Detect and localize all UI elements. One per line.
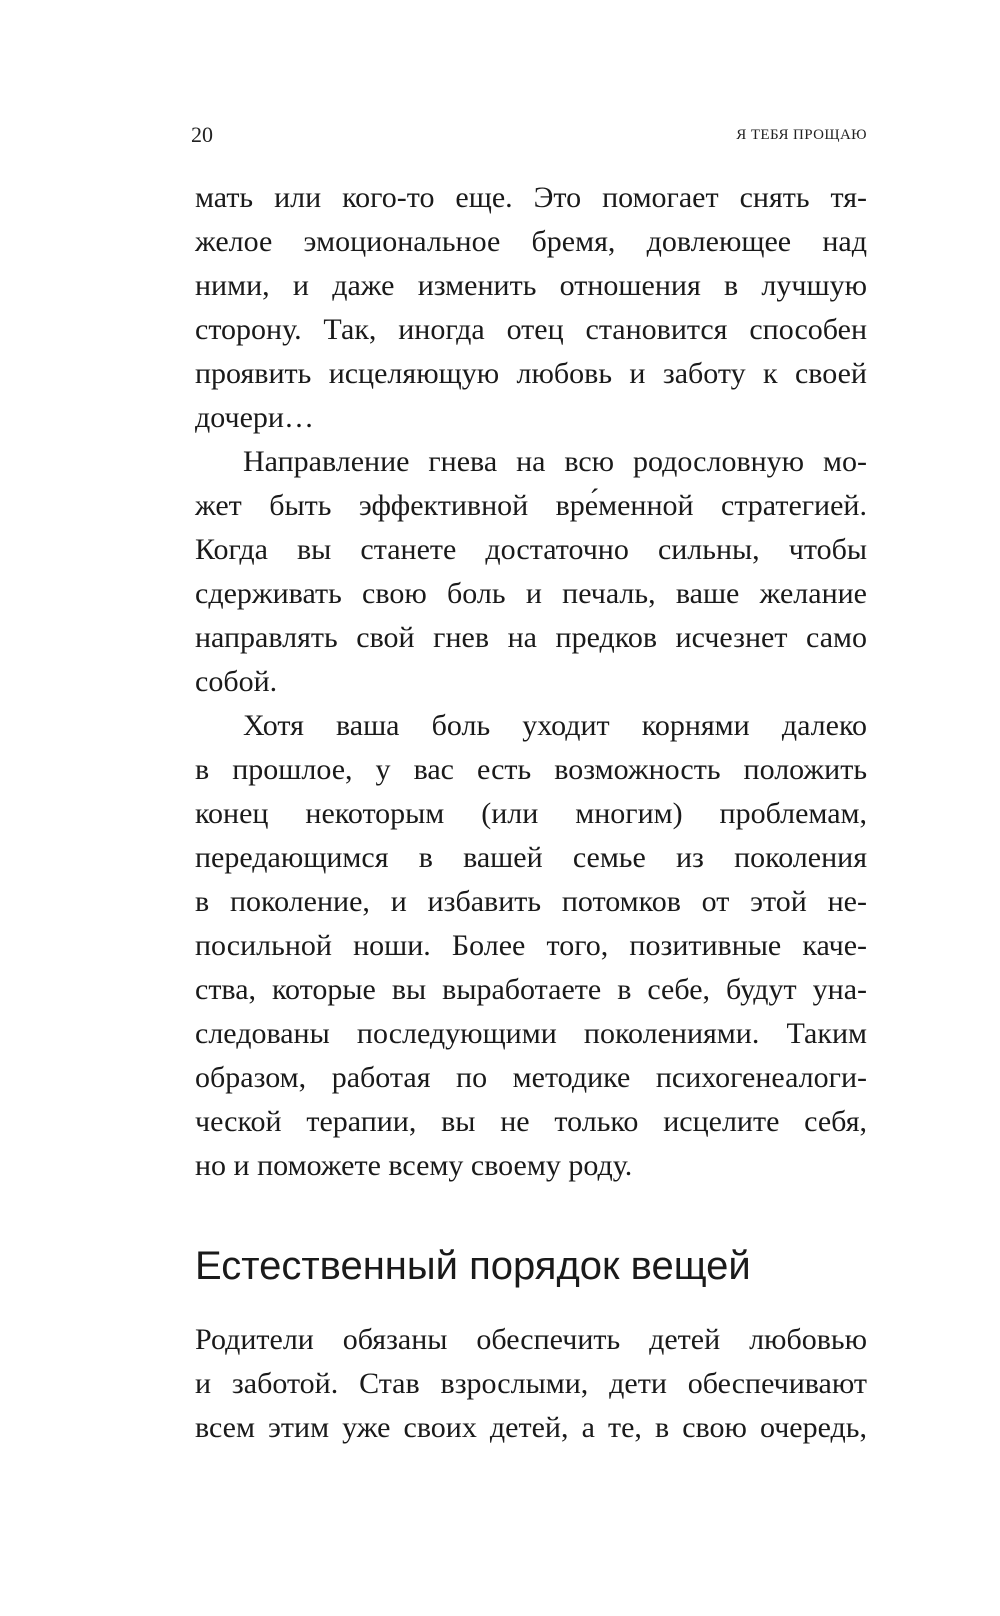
text-line: сдерживать свою боль и печаль, ваше желание	[195, 577, 867, 610]
text-line: посильной ноши. Более того, позитивные каче-	[195, 929, 867, 962]
text-line: в прошлое, у вас есть возможность положить	[195, 753, 867, 786]
text-line: следованы последующими поколениями. Таким	[195, 1017, 867, 1050]
text-line: в поколение, и избавить потомков от этой не-	[195, 885, 867, 918]
text-line: но и поможете всему своему роду.	[195, 1149, 633, 1182]
page-number: 20	[191, 122, 213, 147]
text-line: Родители обязаны обеспечить детей любовью	[195, 1323, 867, 1356]
body-text	[195, 176, 867, 1188]
text-line: ства, которые вы выработаете в себе, будут уна-	[195, 973, 867, 1006]
text-line: ними, и даже изменить отношения в лучшую	[195, 269, 867, 302]
text-line: сторону. Так, иногда отец становится способен	[195, 313, 867, 346]
text-line: жет быть эффективной вре́менной стратегией.	[195, 489, 867, 522]
text-line: желое эмоциональное бремя, довлеющее над	[195, 225, 867, 258]
text-line: и заботой. Став взрослыми, дети обеспечивают	[195, 1367, 867, 1400]
section-body-text	[195, 1318, 867, 1450]
text-line: Хотя ваша боль уходит корнями далеко	[243, 709, 867, 742]
text-line: всем этим уже своих детей, а те, в свою очередь,	[195, 1411, 867, 1444]
text-line: ческой терапии, вы не только исцелите себя,	[195, 1105, 867, 1138]
running-title: Я ТЕБЯ ПРОЩАЮ	[736, 127, 867, 143]
text-line: собой.	[195, 665, 278, 698]
text-line: проявить исцеляющую любовь и заботу к своей	[195, 357, 867, 390]
text-line: образом, работая по методике психогенеалоги-	[195, 1061, 867, 1094]
text-line: Направление гнева на всю родословную мо-	[243, 445, 867, 478]
page-header	[191, 120, 867, 150]
text-line: дочери…	[195, 401, 314, 434]
text-line: Когда вы станете достаточно сильны, чтобы	[195, 533, 867, 566]
text-line: конец некоторым (или многим) проблемам,	[195, 797, 867, 830]
text-line: мать или кого-то еще. Это помогает снять тя-	[195, 181, 867, 214]
section-heading: Естественный порядок вещей	[195, 1244, 751, 1288]
text-line: передающимся в вашей семье из поколения	[195, 841, 867, 874]
text-line: направлять свой гнев на предков исчезнет само	[195, 621, 867, 654]
